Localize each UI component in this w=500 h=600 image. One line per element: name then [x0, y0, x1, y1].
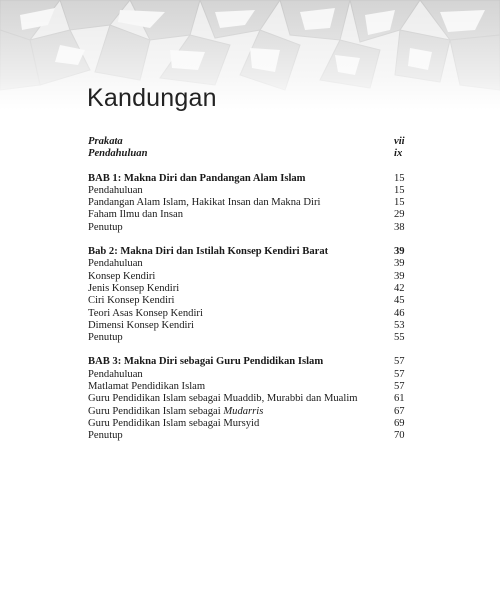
toc-entry-label: [88, 406, 394, 418]
toc-page-number: 69: [394, 417, 405, 429]
toc-page-number: 15: [394, 197, 405, 209]
toc-row[interactable]: [88, 295, 416, 307]
toc-page-number: ix: [394, 148, 403, 160]
table-of-contents: [88, 136, 416, 443]
toc-entry-label-prefix: Guru Pendidikan Islam sebagai: [88, 405, 224, 417]
toc-entry-label: Pendahuluan: [88, 184, 143, 196]
toc-row[interactable]: [88, 430, 416, 442]
toc-page-number: 46: [394, 307, 405, 319]
toc-entry-label: Penutup: [88, 332, 123, 344]
toc-page-number: 57: [394, 381, 405, 393]
toc-entry-label: Penutup: [88, 430, 123, 442]
toc-row-pendahuluan[interactable]: [88, 148, 416, 160]
toc-page-number: 15: [394, 172, 405, 184]
toc-page-number: 15: [394, 184, 405, 196]
toc-row[interactable]: [88, 222, 416, 234]
toc-entry-label: Teori Asas Konsep Kendiri: [88, 307, 203, 319]
toc-page-number: 38: [394, 221, 405, 233]
toc-entry-label: Pendahuluan: [88, 258, 143, 270]
toc-page-number: 67: [394, 405, 405, 417]
page-title: Kandungan: [87, 84, 217, 112]
toc-row[interactable]: [88, 418, 416, 430]
spacer: [88, 234, 416, 246]
islamic-pattern-icon: [0, 0, 500, 110]
chapter-title: Bab 2: Makna Diri dan Istilah Konsep Kendiri Barat: [88, 246, 329, 258]
chapter-title: BAB 1: Makna Diri dan Pandangan Alam Islam: [88, 172, 306, 184]
toc-page-number: 45: [394, 295, 405, 307]
toc-entry-label: Guru Pendidikan Islam sebagai Mursyid: [88, 417, 260, 429]
toc-entry-label: Matlamat Pendidikan Islam: [88, 381, 206, 393]
toc-row-prakata[interactable]: [88, 136, 416, 148]
toc-entry-label: Prakata: [88, 136, 123, 147]
toc-row[interactable]: [88, 271, 416, 283]
toc-row[interactable]: [88, 283, 416, 295]
toc-row[interactable]: [88, 369, 416, 381]
chapter-heading[interactable]: [88, 356, 416, 368]
chapter-title: BAB 3: Makna Diri sebagai Guru Pendidikan Islam: [88, 356, 324, 368]
toc-row[interactable]: [88, 209, 416, 221]
toc-entry-label: Faham Ilmu dan Insan: [88, 209, 184, 221]
toc-row[interactable]: [88, 332, 416, 344]
toc-row[interactable]: [88, 185, 416, 197]
toc-page-number: 39: [394, 270, 405, 282]
toc-page-number: 29: [394, 209, 405, 221]
toc-entry-label-italic: Mudarris: [223, 405, 264, 417]
toc-row[interactable]: [88, 197, 416, 209]
toc-entry-label: Konsep Kendiri: [88, 270, 156, 282]
toc-entry-label: Pendahuluan: [88, 148, 148, 160]
toc-page-number: 39: [394, 246, 405, 258]
toc-row[interactable]: [88, 320, 416, 332]
toc-page-number: 55: [394, 332, 405, 344]
toc-row[interactable]: [88, 381, 416, 393]
toc-row[interactable]: [88, 393, 416, 405]
toc-entry-label: Guru Pendidikan Islam sebagai Muaddib, Murabbi dan Mualim: [88, 393, 358, 405]
toc-page-number: 70: [394, 430, 405, 442]
toc-entry-label: Dimensi Konsep Kendiri: [88, 319, 194, 331]
chapter-heading[interactable]: [88, 173, 416, 185]
toc-entry-label: Jenis Konsep Kendiri: [88, 282, 180, 294]
spacer: [88, 344, 416, 356]
toc-entry-label: Pendahuluan: [88, 368, 143, 380]
toc-entry-label: Ciri Konsep Kendiri: [88, 295, 175, 307]
toc-page-number: 39: [394, 258, 405, 270]
toc-page-number: vii: [394, 136, 405, 147]
toc-page-number: 61: [394, 393, 405, 405]
toc-row[interactable]: [88, 406, 416, 418]
toc-entry-label: Penutup: [88, 221, 123, 233]
toc-page-number: 42: [394, 282, 405, 294]
toc-row[interactable]: [88, 308, 416, 320]
toc-page-number: 57: [394, 356, 405, 368]
toc-row[interactable]: [88, 258, 416, 270]
toc-page-number: 53: [394, 319, 405, 331]
toc-page-number: 57: [394, 368, 405, 380]
toc-entry-label: Pandangan Alam Islam, Hakikat Insan dan Makna Diri: [88, 197, 321, 209]
decorative-geometric-banner: [0, 0, 500, 110]
spacer: [88, 161, 416, 173]
chapter-heading[interactable]: [88, 246, 416, 258]
